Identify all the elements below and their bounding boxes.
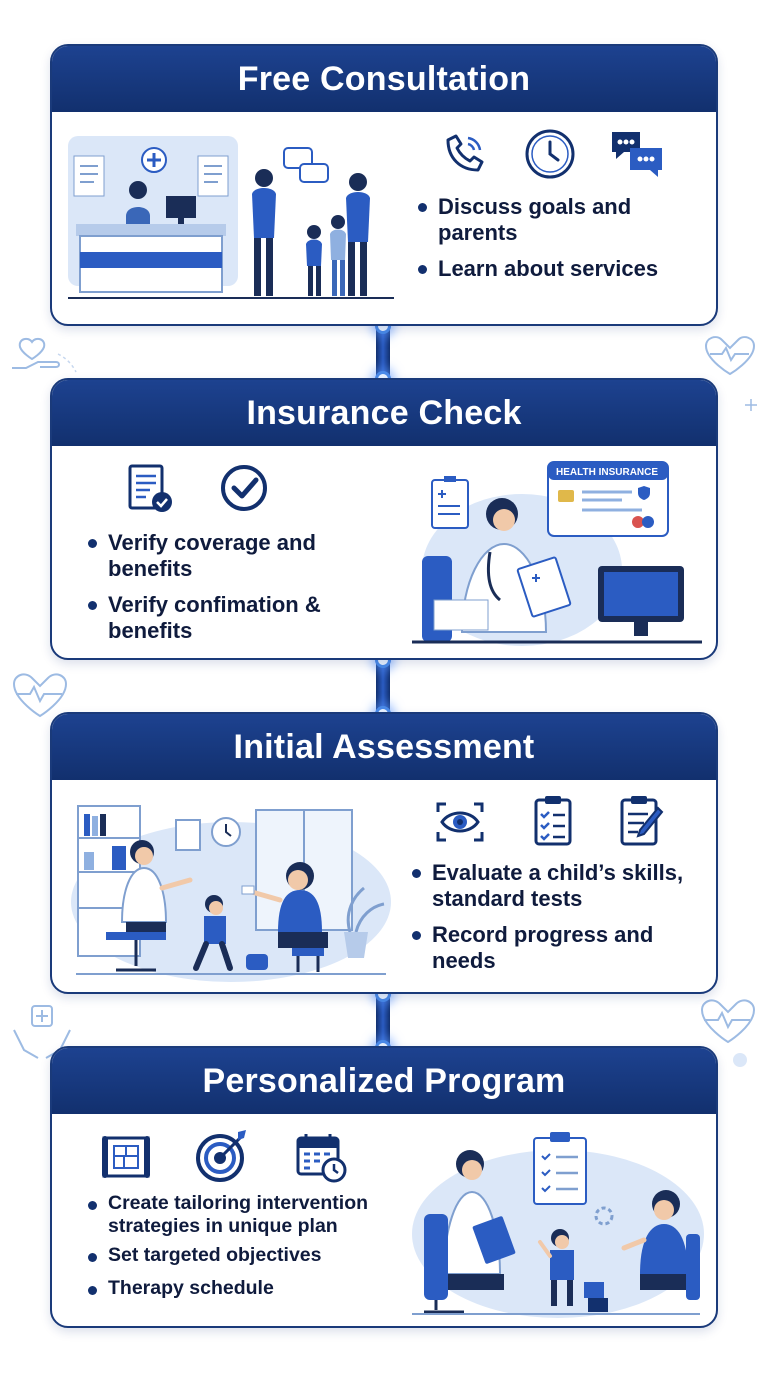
bullet-item: Verify coverage and benefits <box>86 530 386 582</box>
step-title: Personalized Program <box>202 1061 566 1100</box>
step-header <box>52 714 716 780</box>
checklist-clipboard-icon <box>530 794 576 848</box>
step-card-insurance-check <box>50 378 718 660</box>
step-header <box>52 380 716 446</box>
checkmark-circle-icon <box>218 462 270 514</box>
step-header <box>52 1048 716 1114</box>
target-icon <box>194 1128 250 1184</box>
doctor-insurance-illustration <box>412 460 702 646</box>
step-card-personalized-program <box>50 1046 718 1328</box>
bullet-item: Therapy schedule <box>86 1277 396 1300</box>
step-card-initial-assessment <box>50 712 718 994</box>
bullet-item: Learn about services <box>416 256 706 282</box>
step-title: Insurance Check <box>246 393 522 432</box>
clipboard-pencil-icon <box>616 794 668 848</box>
reception-family-illustration <box>66 130 396 310</box>
child-assessment-illustration <box>66 792 396 984</box>
chat-bubbles-icon <box>608 126 666 180</box>
document-check-icon <box>124 462 176 516</box>
bullet-item: Evaluate a child’s skills, standard tests <box>410 860 710 912</box>
sparkle-icon <box>744 398 758 412</box>
step-title: Free Consultation <box>237 59 531 98</box>
bullet-item: Create tailoring intervention strategies in unique plan <box>86 1192 396 1238</box>
phone-icon <box>440 130 488 178</box>
insurance-card-label: HEALTH INSURANCE <box>556 467 659 478</box>
heart-pulse-icon <box>700 330 760 380</box>
step-title: Initial Assessment <box>233 727 535 766</box>
clock-icon <box>524 128 576 180</box>
blueprint-icon <box>100 1132 154 1182</box>
calendar-clock-icon <box>294 1130 348 1184</box>
bullet-item: Record progress and needs <box>410 922 710 974</box>
eye-scan-icon <box>434 798 486 846</box>
heart-hand-icon <box>10 328 80 378</box>
bullet-item: Verify confimation & benefits <box>86 592 386 644</box>
bullet-item: Discuss goals and parents <box>416 194 706 246</box>
therapy-session-illustration <box>408 1124 704 1320</box>
bullet-item: Set targeted objectives <box>86 1244 396 1267</box>
step-card-free-consultation <box>50 44 718 326</box>
step-header <box>52 46 716 112</box>
